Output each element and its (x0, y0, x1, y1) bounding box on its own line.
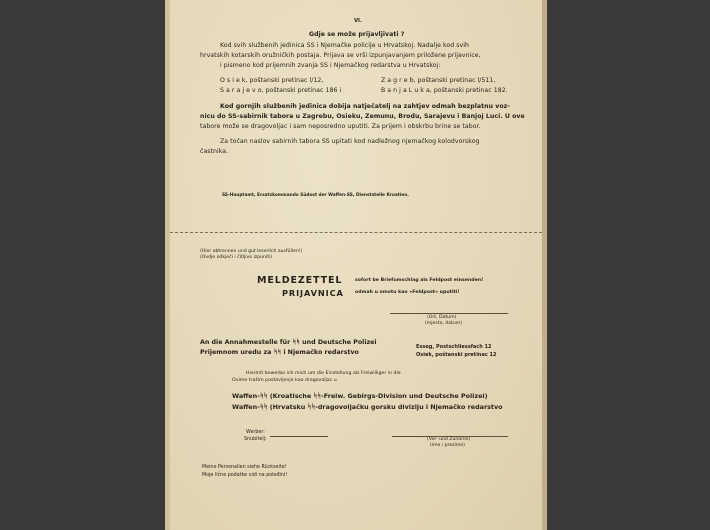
declaration-hr: Ovime tražim postavljenje kao dragovoljac u (232, 378, 337, 383)
unit-hr: Waffen-ᛋᛋ (Hrvatsku ᛋᛋ-dragovoljačku gorsku diviziju i Njemačko redarstvo (232, 403, 503, 411)
personal-data-note-de: Meine Personalien siehe Rückseite! (202, 465, 287, 470)
recipient-hr: Prijemnom uredu za ᛋᛋ i Njemačko redarstvo (200, 349, 359, 356)
para1-line1: Kod svih službenih jedinica SS i Njemačke policije u Hrvatskoj. Nadalje kod svih (220, 42, 469, 49)
form-title-de: MELDEZETTEL (257, 275, 343, 286)
place-date-label-de: (Ort, Datum) (427, 315, 457, 320)
place-date-line[interactable] (390, 313, 508, 314)
address-osiek: O s i e k, poštanski pretinac l/12, (220, 77, 324, 84)
page-number: VI. (354, 18, 362, 24)
address-sarajevo: S a r a j e v o, poštanski pretinac 186 i (220, 87, 342, 94)
unit-de: Waffen-ᛋᛋ (Kroatische ᛋᛋ-Freiw. Gebirgs-Division und Deutsche Polizei) (232, 392, 488, 400)
form-instruction-de: (Hier abtrennen und gut leserlich ausfüllen!) (200, 249, 303, 254)
recipient-address-hr: Osiek, poštanski pretinac 12 (416, 352, 497, 358)
form-title-hr: PRIJAVNICA (282, 288, 344, 298)
perforation-line (170, 232, 542, 233)
address-zagreb: Z a g r e b, poštanski pretinac l/511, (381, 77, 496, 84)
applicant-line[interactable] (270, 436, 328, 437)
applicant-label-de: Werber: (246, 430, 265, 435)
para1-line3: i pismeno kod prijemnih zvanja SS i Njemačkog redarstva u Hrvatskoj: (220, 62, 441, 69)
personal-data-note-hr: Moje lične podatke vidi na poleđini! (202, 473, 288, 478)
applicant-label-hr: Snubitelj: (244, 437, 267, 442)
para3-line2: častnika. (200, 148, 229, 155)
section-heading: Gdje se može prijavljivati ? (309, 31, 405, 38)
recipient-address-de: Esseg, Postschliessfach 12 (416, 344, 492, 350)
para2-line1: Kod gornjih službenih jedinica dobija natječatelj na zahtjev odmah bezplatnu voz- (220, 103, 510, 110)
signature-line: SS-Hauptamt, Ersatzkommando Südost der Waffen-SS, Dienststelle Kroatien. (222, 193, 409, 198)
para1-line2: hrvatskih kotarskih oružničkih postaja. Prijava se vrši izpunjavanjem priložene prijavnice, (200, 52, 481, 59)
form-title-hr-sub: odmah u omotu kao »Feldpost« uputiti! (355, 290, 460, 295)
form-instruction-hr: (Ovdje odkjeći i čitljivo izpuniti) (200, 255, 273, 260)
para2-line3: tabore može se dragovoljac i sam neposredno uputiti. Za prijem i obskrbu brine se tabor. (200, 123, 481, 130)
form-title-de-sub: sofort be Briefumschlag als Feldpost einsenden! (355, 278, 484, 283)
document-page (170, 0, 542, 530)
place-date-label-hr: (mjesto, datum) (425, 321, 463, 326)
name-label-de: (Vor- und Zuname) (427, 437, 471, 442)
name-label-hr: (ime i prezime) (430, 443, 465, 448)
address-banja-luka: B a n j a L u k a, poštanski pretinac 182. (381, 87, 508, 94)
recipient-de: An die Annahmestelle für ᛋᛋ und Deutsche Polizei (200, 339, 377, 346)
para2-line2: nicu do SS-sabirnik tabora u Zagrebu, Osieku, Zemunu, Brodu, Sarajevu i Banjoj Luci. U ove (200, 113, 525, 120)
para3-line1: Za točan naslov sabirnih tabora SS upitati kod nadležnog njemačkog kolodvorskog (220, 138, 480, 145)
declaration-de: Hiermit bewerbe ich mich um die Einstellung als Freiwilliger in die (246, 371, 401, 376)
page-edge-right (542, 0, 547, 530)
